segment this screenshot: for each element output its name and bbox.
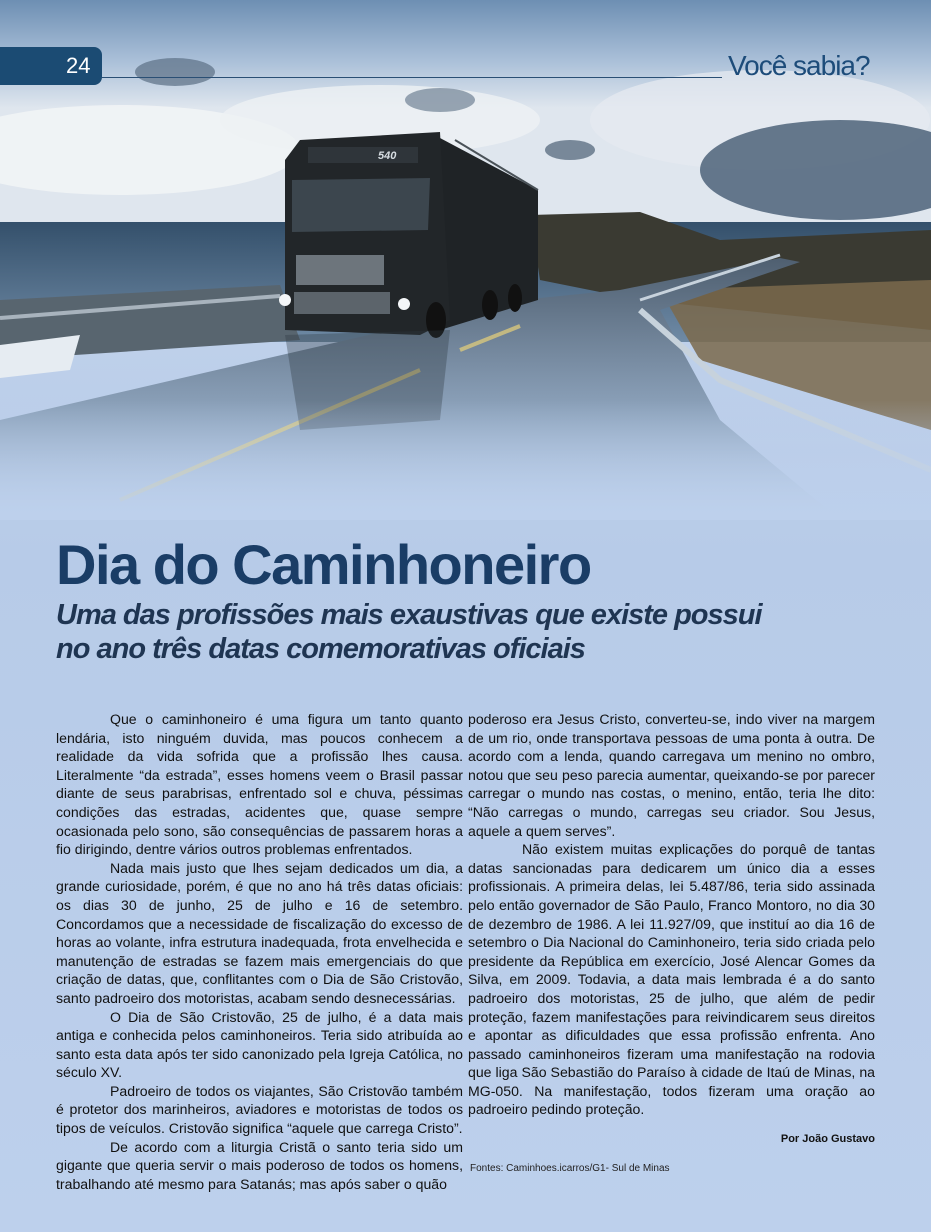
paragraph: Que o caminhoneiro é uma figura um tanto quanto lendária, isto ninguém duvida, mas poucos conhecem a realidade da vida sofrida que a profissão lhes causa. Literalmente “da estrada”, esses homens veem o Brasil passar diante de seus parabrisas, enfrentado sol e chuva, péssimas condições das estradas, acidentes que, quase sempre ocasionada pelo sono, são consequências de passarem horas a fio dirigindo, dentre vários outros problemas enfrentados. — [56, 711, 463, 858]
article-title: Dia do Caminhoneiro — [56, 533, 591, 596]
article-column-right — [468, 710, 875, 1119]
article-column-left — [56, 710, 463, 1193]
paragraph: Padroeiro de todos os viajantes, São Cristovão também é protetor dos marinheiros, aviadores e motoristas de todos os tipos de veículos. Cristovão significa “aquele que carrega Cristo”. — [56, 1082, 463, 1137]
paragraph-continuation: poderoso era Jesus Cristo, converteu-se, indo viver na margem de um rio, onde transportava pessoas de uma ponta à outra. De acordo com a lenda, quando carregava um menino no ombro, notou que seu peso parecia aumentar, queixando-se por parecer carregar o mundo nas costas, o menino, então, teria lhe dito: “Não carregas o mundo, carregas seu criador. Sou Jesus, aquele a quem serves”. — [468, 711, 875, 839]
paragraph: O Dia de São Cristovão, 25 de julho, é a data mais antiga e conhecida pelos caminhoneiros. Teria sido atribuída ao santo esta data após ter sido canonizado pela Igreja Católica, no século XV. — [56, 1008, 463, 1081]
paragraph: De acordo com a liturgia Cristã o santo teria sido um gigante que queria servir o mais poderoso de todos os homens, trabalhando até mesmo para Satanás; mas após saber o quão — [56, 1138, 463, 1192]
article-subtitle: Uma das profissões mais exaustivas que existe possui no ano três datas comemorativas oficiais — [56, 599, 762, 665]
page-number: 24 — [0, 47, 102, 85]
header-divider — [102, 77, 722, 78]
paragraph: Nada mais justo que lhes sejam dedicados um dia, a grande curiosidade, porém, é que no ano há três datas oficiais: os dias 30 de junho, 25 de julho e 16 de setembro. Concordamos que a necessidade de fiscalização do excesso de horas ao volante, infra estrutura inadequada, frota envelhecida e manutenção de estradas se fazem mais emergenciais do que criação de datas, que, conflitantes com o Dia de São Cristovão, santo padroeiro dos motoristas, acabam sendo desnecessárias. — [56, 859, 463, 1006]
paragraph: Não existem muitas explicações do porquê de tantas datas sancionadas para dedicarem um único dia a esses profissionais. A primeira delas, lei 5.487/86, teria sido assinada pelo então governador de São Paulo, Franco Montoro, no dia 30 de dezembro de 1986. A lei 11.927/09, que instituí ao dia 16 de setembro o Dia Nacional do Caminhoneiro, teria sido criada pelo presidente da República em exercício, José Alencar Gomes da Silva, em 2009. Todavia, a data mais lembrada é a do santo padroeiro dos motoristas, 25 de julho, que além de pedir proteção, fazem manifestações para reivindicarem seus direitos e apontar as dificuldades que essa profissão enfrenta. Ano passado caminhoneiros fizeram uma manifestação na rodovia que liga São Sebastião do Paraíso à cidade de Itaú de Minas, na MG-050. Na manifestação, todos fizeram uma oração ao padroeiro pedindo proteção. — [468, 841, 875, 1118]
sources-note: Fontes: Caminhoes.icarros/G1- Sul de Minas — [470, 1163, 670, 1174]
section-label: Você sabia? — [728, 50, 870, 81]
truck-badge: 540 — [378, 150, 397, 162]
author-byline: Por João Gustavo — [780, 1133, 875, 1145]
